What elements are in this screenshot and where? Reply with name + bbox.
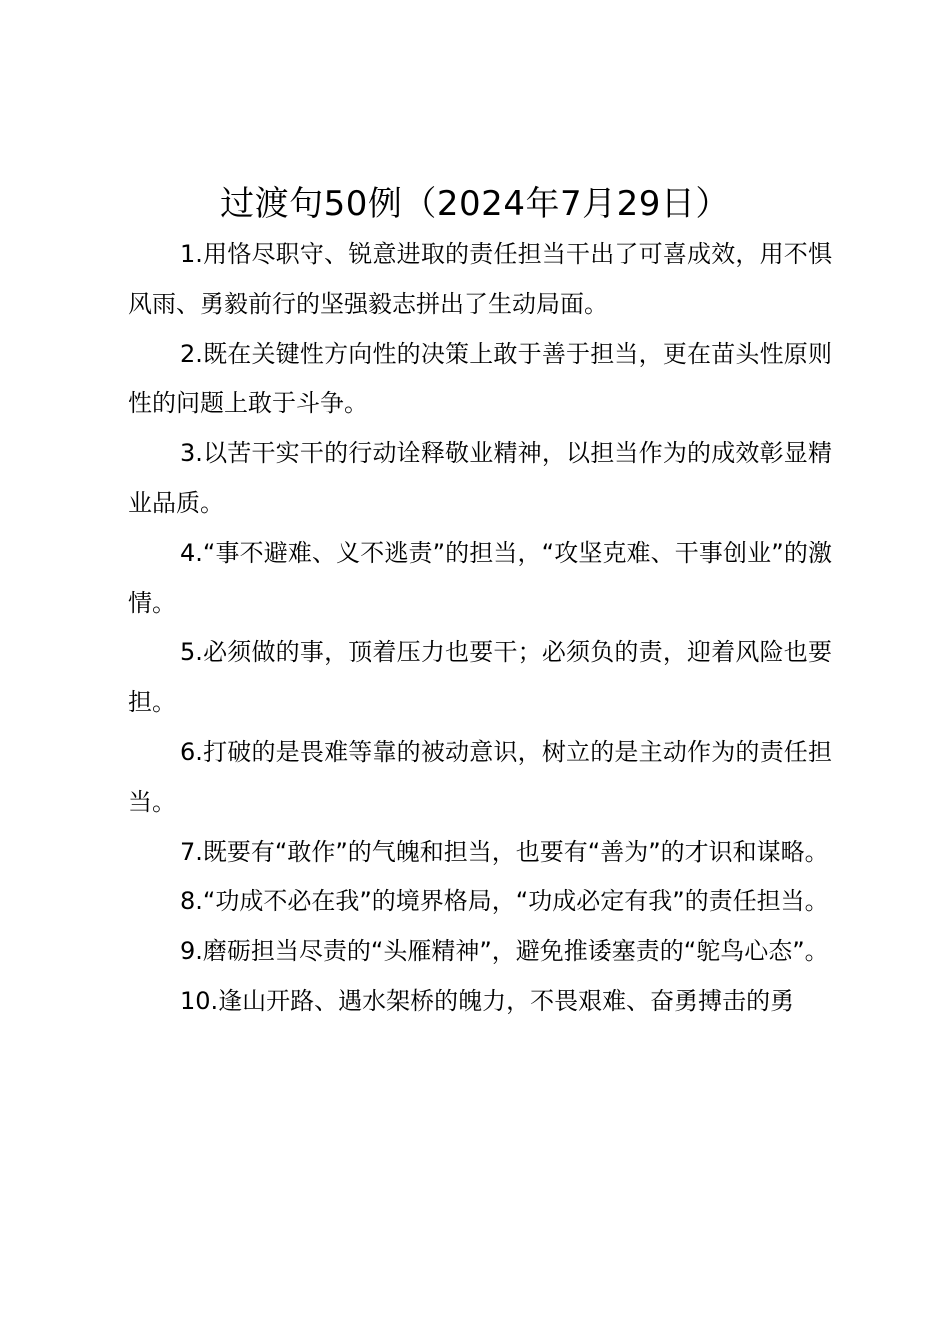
paragraph-5: 5.必须做的事，顶着压力也要干；必须负的责，迎着风险也要担。 xyxy=(128,638,832,717)
paragraph-9: 9.磨砺担当尽责的“头雁精神”，避免推诿塞责的“鸵鸟心态”。 xyxy=(180,937,829,966)
paragraph-8: 8.“功成不必在我”的境界格局，“功成必定有我”的责任担当。 xyxy=(180,887,829,916)
paragraph-4: 4.“事不避难、义不逃责”的担当，“攻坚克难、干事创业”的激情。 xyxy=(128,538,832,617)
paragraph-3: 3.以苦干实干的行动诠释敬业精神，以担当作为的成效彰显精业品质。 xyxy=(128,439,832,517)
document-body xyxy=(128,230,832,1027)
document-title: 过渡句50例（2024年7月29日） xyxy=(220,184,730,224)
paragraph-2: 2.既在关键性方向性的决策上敢于善于担当，更在苗头性原则性的问题上敢于斗争。 xyxy=(128,339,832,418)
paragraph-10: 10.逢山开路、遇水架桥的魄力，不畏艰难、奋勇搏击的勇 xyxy=(180,986,795,1015)
paragraph-7: 7.既要有“敢作”的气魄和担当，也要有“善为”的才识和谋略。 xyxy=(180,837,829,866)
paragraph-1: 1.用恪尽职守、锐意进取的责任担当干出了可喜成效，用不惧风雨、勇毅前行的坚强毅志拼出了生动局面。 xyxy=(128,240,832,318)
paragraph-6: 6.打破的是畏难等靠的被动意识，树立的是主动作为的责任担当。 xyxy=(128,737,832,816)
